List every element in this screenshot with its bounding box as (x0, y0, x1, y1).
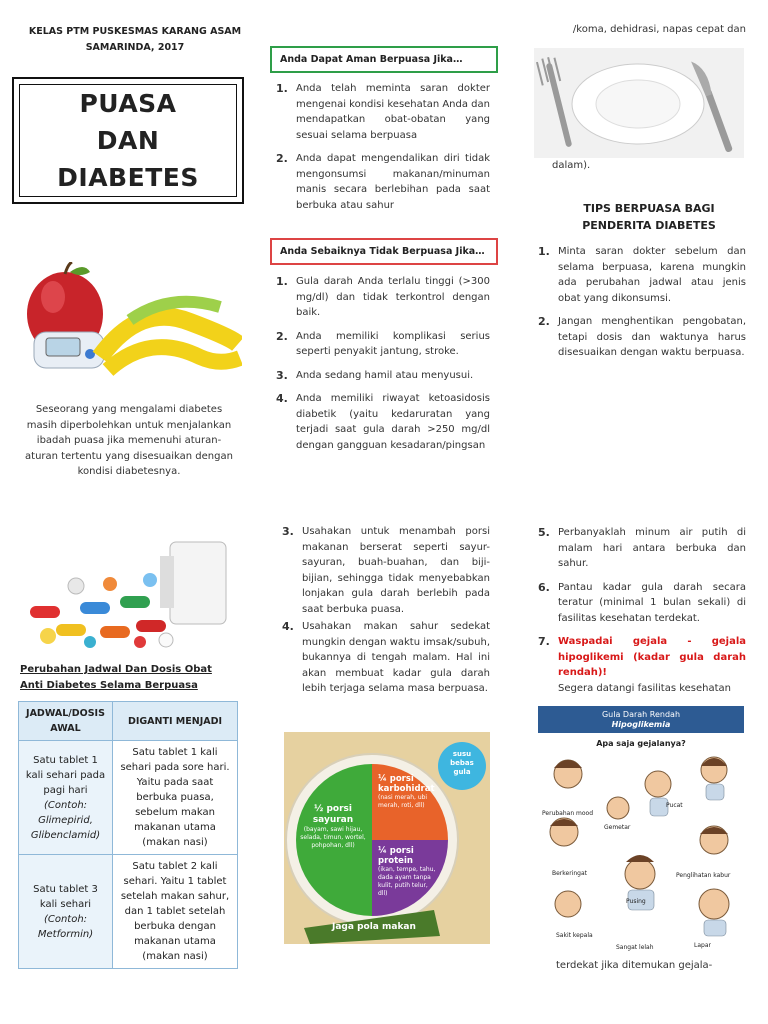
symptom-label: Perubahan mood (542, 810, 594, 817)
list-item: 2. Anda memiliki komplikasi serius seperti penyakit jantung, stroke. (276, 329, 490, 357)
safe-fasting-list (276, 81, 490, 221)
list-item: 1. Anda telah meminta saran dokter mengenai kondisi kesehatan Anda dan mendapatkan obat-obatan yang sesuai selama berpuasa (276, 82, 490, 141)
plate-protein-title: ¼ porsi protein (378, 846, 414, 866)
tips-list-continued (282, 524, 490, 705)
plate-karbo-title: ¼ porsi karbohidrat (378, 774, 435, 794)
table-row (19, 855, 238, 969)
symptom-label: Sakit kepala (556, 932, 593, 939)
title-line-2: DAN (96, 126, 160, 155)
table-row (19, 741, 238, 855)
schedule-title: Perubahan Jadwal Dan Dosis Obat Anti Diabetes Selama Berpuasa (20, 664, 212, 691)
list-item: 7. Waspadai gejala - gejala hipoglikemi (kadar gula darah rendah)! Segera datangi fasilitas kesehatan (538, 635, 746, 694)
hypo-question: Apa saja gejalanya? (596, 739, 686, 748)
dose-awal-cell: Satu tablet 3 kali sehari (33, 883, 98, 910)
dose-example: (Contoh: Glimepirid, Glibenclamid) (30, 799, 101, 841)
list-item: 5. Perbanyaklah minum air putih di malam hari antara berbuka dan sahur. (538, 526, 746, 569)
warning-follow-text: Segera datangi fasilitas kesehatan (558, 682, 732, 694)
top-fragment: /koma, dehidrasi, napas cepat dan (572, 24, 746, 35)
hypoglycemia-symptoms-image (538, 706, 744, 954)
dose-table (18, 701, 238, 969)
hypo-subtitle: Hipoglikemia (611, 720, 671, 729)
symptom-label: Sangat lelah (616, 944, 654, 951)
dose-header-ganti: DIGANTI MENJADI (113, 702, 238, 741)
tips-list (538, 244, 746, 369)
plate-sayuran-desc: (bayam, sawi hijau, selada, timun, wortel, pohpohan, dll) (300, 826, 366, 849)
empty-plate-image (534, 48, 744, 158)
list-item: 1. Minta saran dokter sebelum dan selama berpuasa, karena mungkin ada perubahan jadwal atau jenis obat yang dikonsumsi. (538, 245, 746, 304)
dose-example: (Contoh: Metformin) (37, 913, 94, 940)
symptom-label: Lapar (694, 942, 711, 949)
unsafe-fasting-list (276, 274, 490, 461)
symptom-label: Pucat (666, 802, 683, 809)
apple-glucose-meter-image (20, 262, 242, 382)
list-item: 4. Usahakan makan sahur sedekat mungkin dengan waktu imsak/subuh, bukannya di tengah malam. Hal ini akan membuat kadar gula darah lebih terjaga selama masa berpuasa. (282, 620, 490, 694)
dose-awal-cell: Satu tablet 1 kali sehari pada pagi hari (25, 754, 106, 796)
plate-banner: Jaga pola makan (332, 922, 416, 932)
list-item: 2. Anda dapat mengendalikan diri tidak mengonsumsi makanan/minuman manis secara berlebihan pada saat berbuka atau sahur (276, 152, 490, 211)
plate-badge: susu bebas gula (450, 750, 474, 776)
bottom-fragment: terdekat jika ditemukan gejala- (556, 960, 713, 971)
organization-header (20, 24, 250, 56)
list-item: 3. Usahakan untuk menambah porsi makanan berserat seperti sayur-sayuran, buah-buahan, dan biji-bijian, sehingga tidak menyebabkan lonjakan gula darah berlebih pada saat berbuka puasa. (282, 525, 490, 615)
org-line-2: SAMARINDA, 2017 (85, 42, 185, 53)
pills-image (20, 536, 234, 652)
list-item: 3. Anda sedang hamil atau menyusui. (276, 368, 474, 382)
dose-ganti-cell: Satu tablet 2 kali sehari. Yaitu 1 tablet setelah makan sahur, dan 1 tablet setelah berbuka dengan makanan utama (makan nasi) (113, 855, 238, 969)
org-line-1: KELAS PTM PUSKESMAS KARANG ASAM (28, 26, 242, 37)
plate-protein-desc: (ikan, tempe, tahu, dada ayam tanpa kulit, putih telur, dll) (378, 866, 436, 897)
title-box (12, 77, 244, 204)
dose-header-awal: JADWAL/DOSIS AWAL (19, 702, 113, 741)
plate-sayuran-title: ½ porsi sayuran (312, 804, 354, 825)
list-item: 6. Pantau kadar gula darah secara teratur (minimal 1 bulan sekali) di fasilitas kesehatan terdekat. (538, 580, 746, 624)
hypoglycemia-warning: Waspadai gejala - gejala hipoglikemi (kadar gula darah rendah)! (558, 636, 746, 678)
plate-karbo-desc: (nasi merah, ubi merah, roti, dll) (378, 794, 428, 809)
unsafe-fasting-heading: Anda Sebaiknya Tidak Berpuasa Jika… (270, 238, 498, 265)
symptom-label: Pusing (626, 898, 646, 905)
intro-caption: Seseorang yang mengalami diabetes masih diperbolehkan untuk menjalankan ibadah puasa jika memenuhi aturan-aturan tertentu yang disesuaikan dengan kondisi diabetesnya. (25, 404, 233, 477)
tips-list-continued-2 (538, 525, 746, 696)
list-item: 4. Anda memiliki riwayat ketoasidosis diabetik (yaitu kedaruratan yang terjadi saat gula darah >250 mg/dl dengan gangguan kesadaran/pingsan (276, 392, 490, 451)
title-line-1: PUASA (79, 89, 177, 118)
healthy-plate-image (284, 732, 490, 944)
top-fragment-2: dalam). (552, 160, 591, 171)
title-line-3: DIABETES (57, 163, 199, 192)
symptom-label: Gemetar (604, 824, 631, 831)
symptom-label: Berkeringat (552, 870, 588, 877)
list-item: 1. Gula darah Anda terlalu tinggi (>300 mg/dl) dan tidak terkontrol dengan baik. (276, 275, 490, 318)
symptom-label: Penglihatan kabur (676, 872, 731, 879)
tips-title: TIPS BERPUASA BAGI PENDERITA DIABETES (582, 202, 716, 232)
dose-ganti-cell: Satu tablet 1 kali sehari pada sore hari. Yaitu pada saat berbuka puasa, sebelum makan makanan utama (makan nasi) (113, 741, 238, 855)
safe-fasting-heading: Anda Dapat Aman Berpuasa Jika… (270, 46, 498, 73)
list-item: 2. Jangan menghentikan pengobatan, tetapi dosis dan waktunya harus disesuaikan dengan waktu berpuasa. (538, 315, 746, 358)
hypo-title: Gula Darah Rendah (601, 710, 681, 719)
